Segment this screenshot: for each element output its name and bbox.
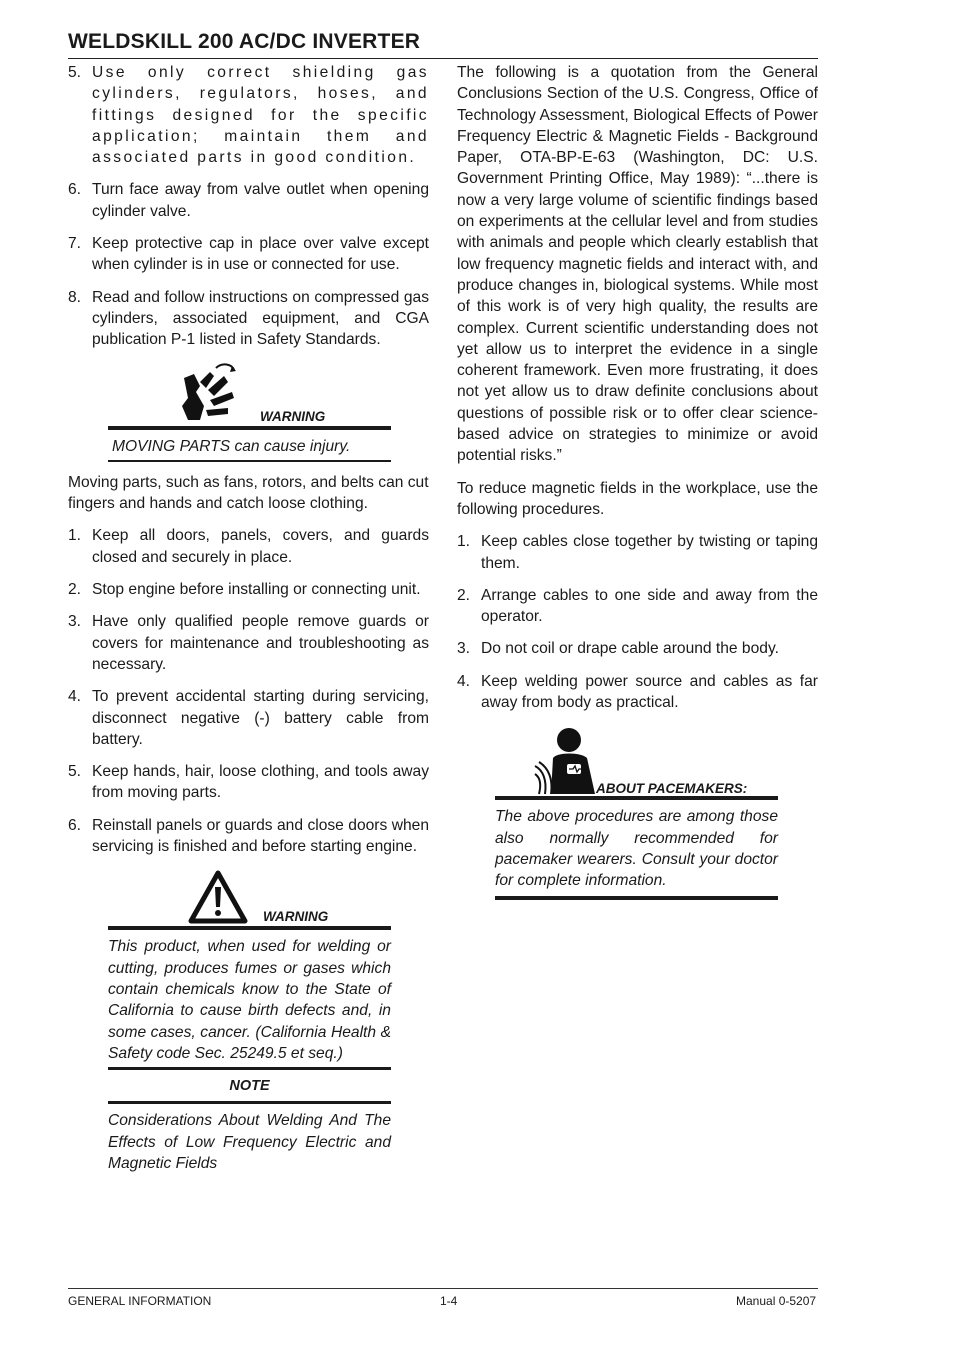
pacemaker-text: The above procedures are among those also normally recommended for pacemaker wearers. Consult your doctor for complete information. (495, 808, 778, 890)
page-number: 1-4 (440, 1294, 458, 1308)
warning-header (108, 362, 391, 426)
list-text: Keep protective cap in place over valve except when cylinder is in use or connected for use. (92, 235, 429, 274)
left-column (68, 62, 429, 1174)
list-number: 5. (68, 763, 82, 781)
title-rule (68, 58, 818, 59)
list-item (68, 525, 429, 568)
footer-section: GENERAL INFORMATION (68, 1294, 212, 1308)
list-text: Use only correct shielding gas cylinders, regulators, hoses, and fittings designed for the specific application; maintain them and associated parts in good condition. (92, 64, 429, 167)
list-item (68, 62, 429, 168)
list-text: Turn face away from valve outlet when opening cylinder valve. (92, 181, 429, 220)
list-text: Do not coil or drape cable around the body. (481, 640, 779, 658)
list-number: 1. (457, 533, 471, 551)
gas-cylinder-list (68, 62, 429, 351)
list-item (457, 585, 818, 628)
list-item (457, 671, 818, 714)
list-item (68, 579, 429, 600)
list-item (457, 531, 818, 574)
list-number: 4. (457, 672, 471, 690)
list-item (68, 611, 429, 675)
list-text: Keep welding power source and cables as far away from body as practical. (481, 672, 818, 712)
list-item (68, 233, 429, 276)
pacemaker-person-icon (533, 724, 599, 796)
list-text: Read and follow instructions on compressed gas cylinders, associated equipment, and CGA publication P-1 listed in Safety Standards. (92, 288, 429, 349)
list-number: 8. (68, 288, 82, 306)
pacemaker-label: ABOUT PACEMAKERS: (596, 781, 748, 797)
list-item (68, 179, 429, 222)
warning-bottom-rule (108, 460, 391, 462)
warning-label: WARNING (260, 408, 326, 424)
list-number: 1. (68, 527, 82, 545)
page-title: WELDSKILL 200 AC/DC INVERTER (68, 30, 421, 53)
list-text: Keep cables close together by twisting or taping them. (481, 533, 818, 572)
moving-parts-paragraph: Moving parts, such as fans, rotors, and belts can cut fingers and hands and catch loose clothing. (68, 473, 429, 513)
moving-parts-warning (108, 362, 391, 462)
list-number: 2. (457, 586, 471, 604)
list-number: 5. (68, 64, 82, 81)
pacemaker-bottom-rule (495, 896, 778, 900)
note-text: Considerations About Welding And The Effects of Low Frequency Electric and Magnetic Fields (108, 1112, 391, 1172)
magnetic-field-list (457, 531, 818, 713)
pacemaker-notice (495, 724, 778, 899)
moving-parts-hand-icon (174, 362, 244, 426)
manual-number: Manual 0-5207 (736, 1294, 817, 1308)
list-item (457, 638, 818, 659)
list-item (68, 815, 429, 858)
list-number: 6. (68, 816, 82, 834)
exclamation-triangle-icon (188, 870, 248, 924)
list-number: 2. (68, 581, 82, 599)
list-text: Keep all doors, panels, covers, and guards closed and securely in place. (92, 527, 429, 566)
right-column (457, 62, 818, 900)
california-warning (108, 868, 391, 1174)
list-number: 6. (68, 181, 82, 199)
list-number: 3. (457, 640, 471, 658)
ota-quotation-paragraph: The following is a quotation from the General Conclusions Section of the U.S. Congress, Office of Technology Assessment, Biological Effects of Power Frequency Electric & Magnetic Fields - Background Paper, OTA-BP-E-63 (Washington, DC: U.S. Government Printing Office, May 1989): “...there is now a very large volume of scientific findings based on experiments at the cellular level and from studies with animals and people which clearly establish that low frequency magnetic fields and interact with, and produce changes in, biological systems. While most of this work is of very high quality, the results are complex. Current scientific understanding does not yet allow us to interpret the evidence in a single coherent framework. Even more frustrating, it does not yet allow us to draw definite conclusions about questions of possible risk or to offer clear science-based advice on strategies to minimize or avoid potential risks.” (457, 64, 818, 465)
note-label: NOTE (229, 1078, 270, 1095)
warning-text: MOVING PARTS can cause injury. (112, 437, 351, 455)
list-item (68, 761, 429, 804)
list-number: 3. (68, 613, 82, 631)
list-text: Stop engine before installing or connecting unit. (92, 581, 421, 599)
pacemaker-header (495, 724, 778, 796)
list-text: Keep hands, hair, loose clothing, and tools away from moving parts. (92, 763, 429, 802)
warning-label: WARNING (263, 909, 329, 925)
warning-text: This product, when used for welding or cutting, produces fumes or gases which contain chemicals know to the State of California to cause birth defects and, in some cases, cancer. (California Health & Safety code Sec. 25249.5 et seq.) (108, 938, 391, 1062)
list-text: Have only qualified people remove guards or covers for maintenance and troubleshooting as necessary. (92, 613, 429, 673)
list-item (68, 686, 429, 750)
list-text: To prevent accidental starting during servicing, disconnect negative (-) battery cable from battery. (92, 688, 429, 748)
list-text: Reinstall panels or guards and close doors when servicing is finished and before starting engine. (92, 816, 429, 856)
list-item (68, 287, 429, 351)
warning-header (108, 868, 391, 926)
moving-parts-list (68, 525, 429, 857)
list-number: 7. (68, 235, 82, 253)
footer-rule (68, 1288, 818, 1289)
list-text: Arrange cables to one side and away from the operator. (481, 586, 818, 626)
list-number: 4. (68, 688, 82, 706)
procedures-intro-paragraph: To reduce magnetic fields in the workplace, use the following procedures. (457, 479, 818, 518)
